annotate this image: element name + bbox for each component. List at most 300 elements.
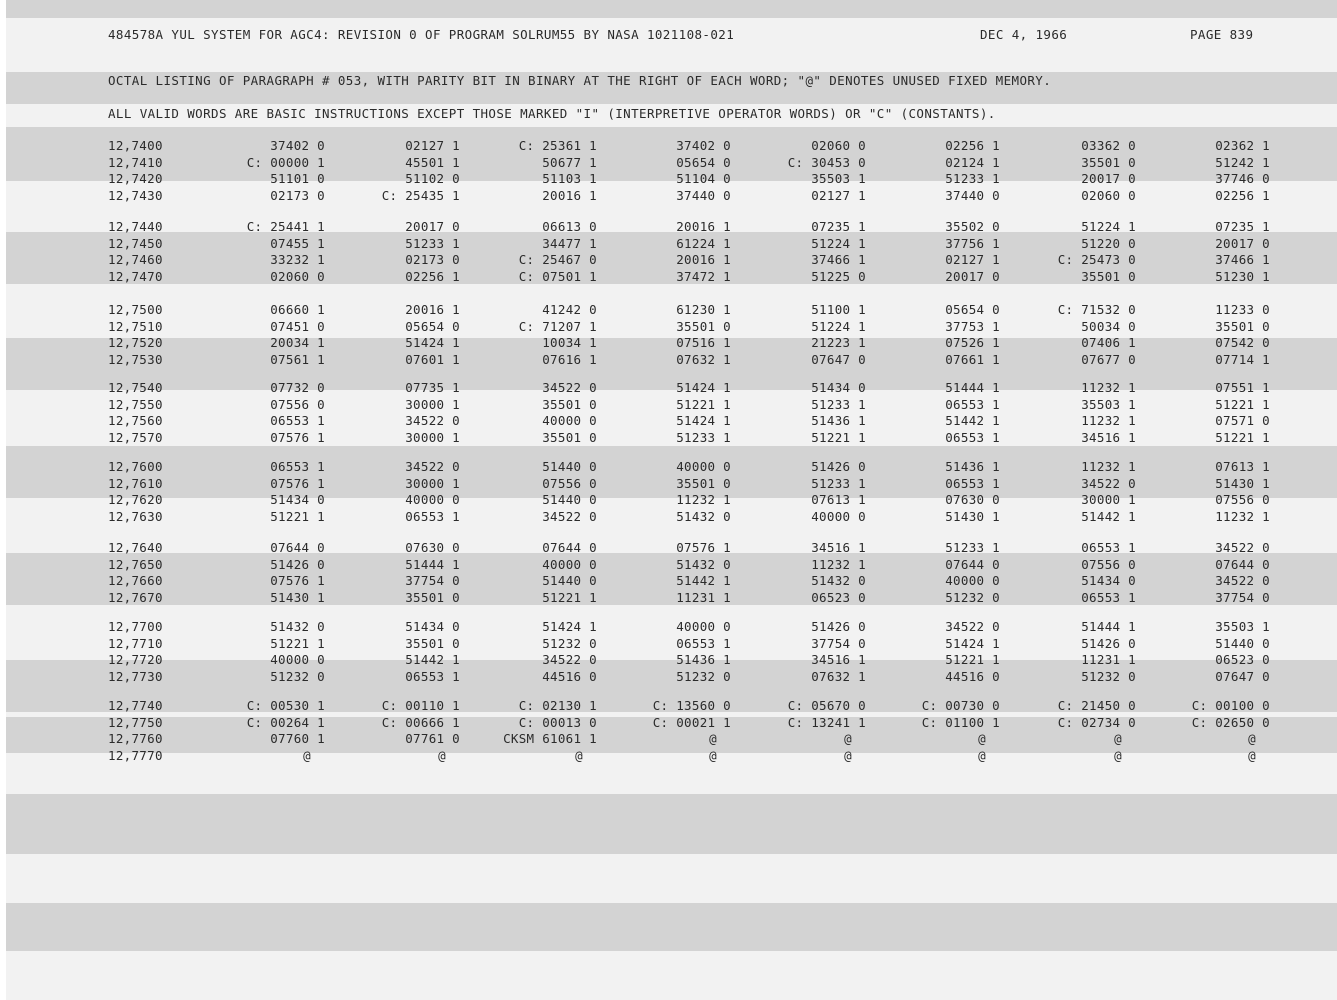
memory-word: 07732 0	[270, 380, 325, 395]
unused-memory-word: @	[438, 747, 446, 763]
row-address: 12,7760	[108, 731, 163, 746]
row-address: 12,7670	[108, 589, 163, 605]
memory-word: 06523 0	[1215, 652, 1270, 667]
row-address: 12,7610	[108, 475, 163, 491]
memory-word: 51442 1	[945, 413, 1000, 428]
memory-word: 07576 1	[270, 475, 325, 491]
unused-memory-word: @	[978, 747, 986, 763]
memory-word: 51440 0	[542, 492, 597, 507]
memory-word: 37754 0	[1215, 589, 1270, 605]
memory-word: 35502 0	[945, 219, 1000, 234]
memory-word: 37756 1	[945, 235, 1000, 251]
memory-word: C: 25361 1	[518, 138, 597, 153]
memory-word: C: 02734 0	[1057, 714, 1136, 730]
memory-word: 40000 0	[542, 413, 597, 428]
memory-word: 51426 0	[270, 556, 325, 572]
subtitle-octal-listing: OCTAL LISTING OF PARAGRAPH # 053, WITH PARITY BIT IN BINARY AT THE RIGHT OF EACH WORD; "@" DENOTES UNUSED FIXED MEMORY.	[108, 73, 1052, 88]
memory-word: 51233 1	[811, 396, 866, 412]
memory-word: 37754 0	[811, 635, 866, 651]
memory-word: 07406 1	[1081, 335, 1136, 350]
memory-word: 51233 1	[811, 475, 866, 491]
memory-word: 37440 0	[676, 187, 731, 203]
memory-word: 51232 0	[1081, 668, 1136, 684]
row-address: 12,7770	[108, 747, 163, 763]
memory-word: 34516 1	[811, 540, 866, 555]
memory-word: 51442 1	[1081, 508, 1136, 524]
memory-word: C: 25467 0	[518, 252, 597, 267]
memory-word: 06553 1	[270, 459, 325, 474]
memory-word: 20016 1	[405, 302, 460, 317]
memory-word: 35501 0	[542, 429, 597, 445]
memory-word: 07735 1	[405, 380, 460, 395]
memory-word: 51442 1	[405, 652, 460, 667]
memory-word: 34522 0	[405, 459, 460, 474]
memory-word: 06553 1	[945, 429, 1000, 445]
memory-word: 07760 1	[270, 731, 325, 746]
listing-row	[0, 430, 1337, 446]
memory-word: 07526 1	[945, 335, 1000, 350]
unused-memory-word: @	[978, 731, 986, 746]
memory-word: 02256 1	[405, 268, 460, 284]
row-address: 12,7510	[108, 318, 163, 334]
memory-word: 11232 1	[1081, 459, 1136, 474]
memory-word: 51424 1	[676, 380, 731, 395]
memory-word: 51230 1	[1215, 268, 1270, 284]
memory-word: C: 00000 1	[246, 154, 325, 170]
memory-word: 34477 1	[542, 235, 597, 251]
memory-word: 51225 0	[811, 268, 866, 284]
listing-row	[0, 335, 1337, 351]
memory-word: 34522 0	[542, 652, 597, 667]
memory-word: 40000 0	[811, 508, 866, 524]
memory-word: 51426 0	[1081, 635, 1136, 651]
listing-row	[0, 476, 1337, 492]
memory-word: C: 30453 0	[787, 154, 866, 170]
memory-word: C: 13241 1	[787, 714, 866, 730]
memory-word: 51221 1	[676, 396, 731, 412]
row-address: 12,7400	[108, 138, 163, 153]
memory-word: 07644 0	[1215, 556, 1270, 572]
paper-band	[0, 794, 1337, 854]
memory-word: 07542 0	[1215, 335, 1270, 350]
memory-word: 51426 0	[811, 619, 866, 634]
memory-word: 20034 1	[270, 335, 325, 350]
memory-word: 06553 1	[405, 508, 460, 524]
memory-word: 20017 0	[405, 219, 460, 234]
listing-row	[0, 698, 1337, 714]
row-address: 12,7440	[108, 219, 163, 234]
paper-band	[0, 0, 1337, 18]
memory-word: 40000 0	[945, 573, 1000, 588]
listing-row	[0, 413, 1337, 429]
memory-word: C: 25435 1	[381, 187, 460, 203]
memory-word: 35501 0	[676, 318, 731, 334]
memory-word: 07613 1	[1215, 459, 1270, 474]
memory-word: 07677 0	[1081, 351, 1136, 367]
memory-word: 51424 1	[405, 335, 460, 350]
unused-memory-word: @	[303, 747, 311, 763]
listing-row	[0, 252, 1337, 268]
listing-row	[0, 380, 1337, 396]
memory-word: 07556 0	[1215, 492, 1270, 507]
memory-word: 06553 1	[405, 668, 460, 684]
row-address: 12,7700	[108, 619, 163, 634]
memory-word: 51426 0	[811, 459, 866, 474]
memory-word: 07616 1	[542, 351, 597, 367]
unused-memory-word: @	[1248, 731, 1256, 746]
memory-word: 51434 0	[1081, 573, 1136, 588]
memory-word: 51434 0	[811, 380, 866, 395]
memory-word: 03362 0	[1081, 138, 1136, 153]
memory-word: 51440 0	[1215, 635, 1270, 651]
memory-word: 05654 0	[405, 318, 460, 334]
memory-word: 37440 0	[945, 187, 1000, 203]
memory-word: 05654 0	[676, 154, 731, 170]
memory-word: 51232 0	[676, 668, 731, 684]
memory-word: 20016 1	[676, 252, 731, 267]
memory-word: 06553 1	[1081, 589, 1136, 605]
row-address: 12,7650	[108, 556, 163, 572]
memory-word: 07714 1	[1215, 351, 1270, 367]
listing-row	[0, 302, 1337, 318]
memory-word: 07576 1	[676, 540, 731, 555]
memory-word: 51444 1	[1081, 619, 1136, 634]
memory-word: 45501 1	[405, 154, 460, 170]
memory-word: 30000 1	[405, 396, 460, 412]
memory-word: 30000 1	[405, 475, 460, 491]
memory-word: 07630 0	[405, 540, 460, 555]
paper-band	[0, 903, 1337, 951]
memory-word: 34516 1	[1081, 429, 1136, 445]
row-address: 12,7470	[108, 268, 163, 284]
memory-word: 06553 1	[1081, 540, 1136, 555]
memory-word: 35501 0	[542, 396, 597, 412]
listing-row	[0, 155, 1337, 171]
memory-word: 37754 0	[405, 573, 460, 588]
listing-row	[0, 188, 1337, 204]
memory-word: 06553 1	[270, 413, 325, 428]
memory-word: 07516 1	[676, 335, 731, 350]
memory-word: C: 00530 1	[246, 698, 325, 713]
memory-word: 34522 0	[1215, 540, 1270, 555]
memory-word: 51440 0	[542, 459, 597, 474]
memory-word: 06660 1	[270, 302, 325, 317]
memory-word: 07235 1	[811, 219, 866, 234]
memory-word: 02060 0	[270, 268, 325, 284]
row-address: 12,7630	[108, 508, 163, 524]
listing-row	[0, 459, 1337, 475]
memory-word: 11233 0	[1215, 302, 1270, 317]
listing-row	[0, 236, 1337, 252]
unused-memory-word: @	[1114, 747, 1122, 763]
memory-word: 06553 1	[945, 475, 1000, 491]
memory-word: 11232 1	[676, 492, 731, 507]
memory-word: 51432 0	[676, 556, 731, 572]
listing-row	[0, 319, 1337, 335]
memory-word: 34522 0	[542, 508, 597, 524]
memory-word: C: 00013 0	[518, 714, 597, 730]
memory-word: 20016 1	[676, 219, 731, 234]
row-address: 12,7600	[108, 459, 163, 474]
memory-word: 51436 1	[945, 459, 1000, 474]
memory-word: 07661 1	[945, 351, 1000, 367]
memory-word: 02173 0	[270, 187, 325, 203]
memory-word: 34516 1	[811, 652, 866, 667]
memory-word: 07235 1	[1215, 219, 1270, 234]
memory-word: 07576 1	[270, 573, 325, 588]
memory-word: 10034 1	[542, 335, 597, 350]
memory-word: 02124 1	[945, 154, 1000, 170]
row-address: 12,7520	[108, 335, 163, 350]
memory-word: 51233 1	[405, 235, 460, 251]
row-address: 12,7660	[108, 573, 163, 588]
memory-word: 40000 0	[676, 459, 731, 474]
listing-row	[0, 492, 1337, 508]
memory-word: 02127 1	[945, 252, 1000, 267]
row-address: 12,7720	[108, 652, 163, 667]
row-address: 12,7740	[108, 698, 163, 713]
memory-word: 51436 1	[811, 413, 866, 428]
unused-memory-word: @	[575, 747, 583, 763]
memory-word: C: 25441 1	[246, 219, 325, 234]
memory-word: 11232 1	[1081, 380, 1136, 395]
listing-row	[0, 397, 1337, 413]
memory-word: C: 71532 0	[1057, 302, 1136, 317]
memory-word: 37753 1	[945, 318, 1000, 334]
memory-word: 51424 1	[676, 413, 731, 428]
memory-word: 44516 0	[945, 668, 1000, 684]
listing-row	[0, 748, 1337, 764]
row-address: 12,7640	[108, 540, 163, 555]
memory-word: 07551 1	[1215, 380, 1270, 395]
memory-word: 11232 1	[1081, 413, 1136, 428]
memory-word: 07647 0	[1215, 668, 1270, 684]
memory-word: 51436 1	[676, 652, 731, 667]
listing-row	[0, 540, 1337, 556]
memory-word: 07613 1	[811, 492, 866, 507]
memory-word: 35501 0	[1081, 154, 1136, 170]
memory-word: 51442 1	[676, 573, 731, 588]
memory-word: C: 00021 1	[652, 714, 731, 730]
row-address: 12,7410	[108, 154, 163, 170]
memory-word: 50034 0	[1081, 318, 1136, 334]
memory-word: 20016 1	[542, 187, 597, 203]
listing-row	[0, 590, 1337, 606]
memory-word: 51233 1	[676, 429, 731, 445]
memory-word: 30000 1	[405, 429, 460, 445]
memory-word: 51101 0	[270, 171, 325, 186]
memory-word: 37466 1	[811, 252, 866, 267]
memory-word: 51224 1	[811, 235, 866, 251]
memory-word: 51221 1	[945, 652, 1000, 667]
row-address: 12,7570	[108, 429, 163, 445]
memory-word: 07644 0	[270, 540, 325, 555]
memory-word: 51221 1	[542, 589, 597, 605]
listing-row	[0, 509, 1337, 525]
memory-word: 34522 0	[405, 413, 460, 428]
listing-row	[0, 573, 1337, 589]
memory-word: 06553 1	[676, 635, 731, 651]
memory-word: 33232 1	[270, 252, 325, 267]
memory-word: 07632 1	[676, 351, 731, 367]
memory-word: 51424 1	[945, 635, 1000, 651]
memory-word: 40000 0	[542, 556, 597, 572]
memory-word: C: 00666 1	[381, 714, 460, 730]
memory-word: 51434 0	[405, 619, 460, 634]
listing-row	[0, 715, 1337, 731]
memory-word: 51430 1	[945, 508, 1000, 524]
memory-word: 35501 0	[1215, 318, 1270, 334]
memory-word: 35501 0	[405, 635, 460, 651]
memory-word: C: 01100 1	[921, 714, 1000, 730]
memory-word: 20017 0	[1081, 171, 1136, 186]
memory-word: 35501 0	[405, 589, 460, 605]
memory-word: 51232 0	[270, 668, 325, 684]
memory-word: 51221 1	[811, 429, 866, 445]
header-program: 484578A YUL SYSTEM FOR AGC4: REVISION 0 OF PROGRAM SOLRUM55 BY NASA 1021108-021	[108, 27, 735, 42]
memory-word: 34522 0	[945, 619, 1000, 634]
memory-word: 37746 0	[1215, 171, 1270, 186]
memory-word: 07576 1	[270, 429, 325, 445]
memory-word: 06553 1	[945, 396, 1000, 412]
header-page: PAGE 839	[1190, 27, 1254, 42]
memory-word: C: 71207 1	[518, 318, 597, 334]
unused-memory-word: @	[709, 731, 717, 746]
memory-word: 07451 0	[270, 318, 325, 334]
memory-word: 07571 0	[1215, 413, 1270, 428]
memory-word: C: 07501 1	[518, 268, 597, 284]
memory-word: C: 25473 0	[1057, 252, 1136, 267]
unused-memory-word: @	[1114, 731, 1122, 746]
row-address: 12,7530	[108, 351, 163, 367]
listing-row	[0, 636, 1337, 652]
memory-word: 44516 0	[542, 668, 597, 684]
listing-row	[0, 557, 1337, 573]
memory-word: 02127 1	[405, 138, 460, 153]
memory-word: 51221 1	[270, 508, 325, 524]
memory-word: 20017 0	[945, 268, 1000, 284]
memory-word: 51221 1	[1215, 429, 1270, 445]
row-address: 12,7540	[108, 380, 163, 395]
memory-word: 11231 1	[676, 589, 731, 605]
header-date: DEC 4, 1966	[980, 27, 1068, 42]
memory-word: 51221 1	[270, 635, 325, 651]
memory-word: 51430 1	[1215, 475, 1270, 491]
memory-word: 35501 0	[1081, 268, 1136, 284]
row-address: 12,7620	[108, 492, 163, 507]
memory-word: 05654 0	[945, 302, 1000, 317]
memory-word: 06523 0	[811, 589, 866, 605]
memory-word: 07644 0	[542, 540, 597, 555]
memory-word: 21223 1	[811, 335, 866, 350]
memory-word: 07647 0	[811, 351, 866, 367]
memory-word: 35503 1	[1215, 619, 1270, 634]
memory-word: 02256 1	[945, 138, 1000, 153]
memory-word: 11232 1	[1215, 508, 1270, 524]
memory-word: 40000 0	[405, 492, 460, 507]
memory-word: 30000 1	[1081, 492, 1136, 507]
memory-word: 11232 1	[811, 556, 866, 572]
memory-word: 51233 1	[945, 171, 1000, 186]
memory-word: 51434 0	[270, 492, 325, 507]
memory-word: 07644 0	[945, 556, 1000, 572]
memory-word: 51233 1	[945, 540, 1000, 555]
memory-word: 02362 1	[1215, 138, 1270, 153]
row-address: 12,7430	[108, 187, 163, 203]
memory-word: 51444 1	[405, 556, 460, 572]
memory-word: 34522 0	[542, 380, 597, 395]
memory-word: CKSM 61061 1	[503, 731, 597, 746]
unused-memory-word: @	[844, 747, 852, 763]
memory-word: 07630 0	[945, 492, 1000, 507]
memory-word: 07455 1	[270, 235, 325, 251]
listing-row	[0, 219, 1337, 235]
memory-word: 07556 0	[1081, 556, 1136, 572]
memory-word: 51102 0	[405, 171, 460, 186]
memory-word: 07556 0	[542, 475, 597, 491]
memory-word: 51104 0	[676, 171, 731, 186]
memory-word: C: 13560 0	[652, 698, 731, 713]
memory-word: 37402 0	[676, 138, 731, 153]
memory-word: C: 00110 1	[381, 698, 460, 713]
row-address: 12,7460	[108, 252, 163, 267]
memory-word: 34522 0	[1081, 475, 1136, 491]
memory-word: 06613 0	[542, 219, 597, 234]
listing-row	[0, 669, 1337, 685]
memory-word: 07561 1	[270, 351, 325, 367]
memory-word: 61230 1	[676, 302, 731, 317]
listing-row	[0, 138, 1337, 154]
memory-word: 07632 1	[811, 668, 866, 684]
row-address: 12,7500	[108, 302, 163, 317]
memory-word: 37472 1	[676, 268, 731, 284]
memory-word: 51103 1	[542, 171, 597, 186]
memory-word: 02256 1	[1215, 187, 1270, 203]
listing-row	[0, 731, 1337, 747]
memory-word: 51242 1	[1215, 154, 1270, 170]
memory-word: 51440 0	[542, 573, 597, 588]
memory-word: C: 00730 0	[921, 698, 1000, 713]
memory-word: 51224 1	[811, 318, 866, 334]
row-address: 12,7450	[108, 235, 163, 251]
memory-word: 51224 1	[1081, 219, 1136, 234]
memory-word: 37466 1	[1215, 252, 1270, 267]
memory-word: 02060 0	[1081, 187, 1136, 203]
memory-word: 35503 1	[811, 171, 866, 186]
memory-word: 11231 1	[1081, 652, 1136, 667]
memory-word: 51232 0	[542, 635, 597, 651]
memory-word: C: 00100 0	[1191, 698, 1270, 713]
memory-word: 51432 0	[270, 619, 325, 634]
listing-row	[0, 171, 1337, 187]
memory-word: 51424 1	[542, 619, 597, 634]
unused-memory-word: @	[709, 747, 717, 763]
memory-word: 61224 1	[676, 235, 731, 251]
memory-word: 02127 1	[811, 187, 866, 203]
listing-row	[0, 619, 1337, 635]
memory-word: 51444 1	[945, 380, 1000, 395]
row-address: 12,7730	[108, 668, 163, 684]
unused-memory-word: @	[844, 731, 852, 746]
memory-word: 51220 0	[1081, 235, 1136, 251]
memory-word: 51100 1	[811, 302, 866, 317]
memory-word: 51432 0	[811, 573, 866, 588]
memory-word: 51221 1	[1215, 396, 1270, 412]
memory-word: 07761 0	[405, 731, 460, 746]
subtitle-valid-words: ALL VALID WORDS ARE BASIC INSTRUCTIONS EXCEPT THOSE MARKED "I" (INTERPRETIVE OPERATOR WORDS) OR "C" (CONSTANTS).	[108, 106, 996, 121]
memory-word: 35503 1	[1081, 396, 1136, 412]
memory-word: 37402 0	[270, 138, 325, 153]
